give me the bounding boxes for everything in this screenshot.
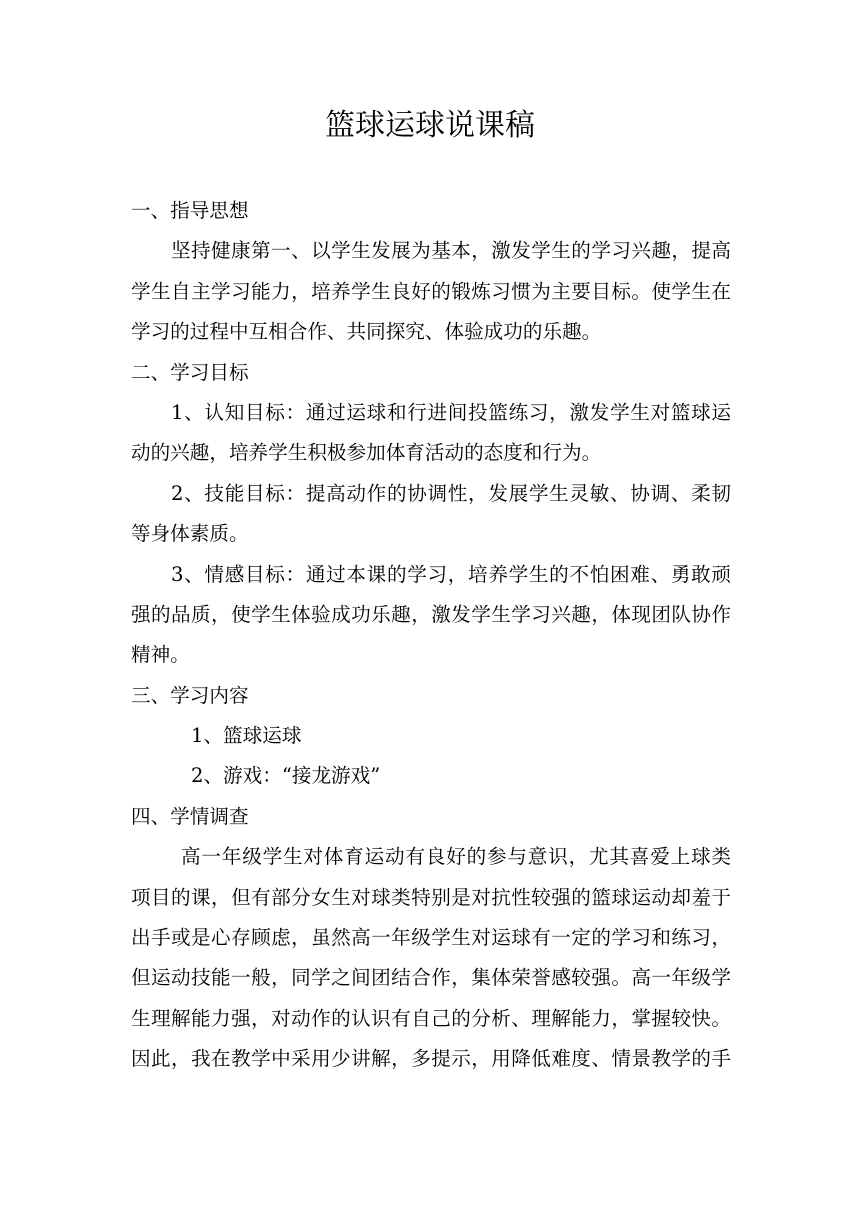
paragraph-line: 学习的过程中互相合作、共同探究、体验成功的乐趣。 (131, 320, 602, 344)
paragraph-line: 等身体素质。 (131, 522, 249, 546)
heading-learning-content: 三、学习内容 (131, 683, 249, 707)
paragraph-line: 学生自主学习能力，培养学生良好的锻炼习惯为主要目标。使学生在 (131, 279, 731, 303)
heading-learning-situation: 四、学情调查 (131, 804, 249, 828)
paragraph-line: 项目的课，但有部分女生对球类特别是对抗性较强的篮球运动却羞于 (131, 885, 731, 909)
list-item: 2、游戏：“接龙游戏” (191, 764, 381, 788)
paragraph-line: 动的兴趣，培养学生积极参加体育活动的态度和行为。 (131, 441, 602, 465)
paragraph-line: 精神。 (131, 643, 190, 667)
paragraph-line: 生理解能力强，对动作的认识有自己的分析、理解能力，掌握较快。 (131, 1006, 731, 1030)
paragraph-line: 因此，我在教学中采用少讲解，多提示，用降低难度、情景教学的手 (131, 1047, 731, 1071)
paragraph-line: 1、认知目标：通过运球和行进间投篮练习，激发学生对篮球运 (171, 400, 731, 424)
heading-guiding-ideology: 一、指导思想 (131, 199, 249, 222)
document-title: 篮球运球说课稿 (325, 108, 535, 143)
heading-learning-goals: 二、学习目标 (131, 360, 249, 384)
paragraph-line: 强的品质，使学生体验成功乐趣，激发学生学习兴趣，体现团队协作 (131, 602, 731, 626)
list-item: 1、篮球运球 (191, 724, 302, 748)
paragraph-line: 坚持健康第一、以学生发展为基本，激发学生的学习兴趣，提高 (171, 239, 731, 263)
paragraph-line: 高一年级学生对体育运动有良好的参与意识，尤其喜爱上球类 (181, 845, 731, 869)
paragraph-line: 但运动技能一般，同学之间团结合作，集体荣誉感较强。高一年级学 (131, 966, 731, 990)
paragraph-line: 2、技能目标：提高动作的协调性，发展学生灵敏、协调、柔韧 (171, 481, 731, 505)
paragraph-line: 出手或是心存顾虑，虽然高一年级学生对运球有一定的学习和练习， (131, 926, 731, 950)
document-body (131, 191, 731, 1080)
paragraph-line: 3、情感目标：通过本课的学习，培养学生的不怕困难、勇敢顽 (171, 562, 731, 586)
